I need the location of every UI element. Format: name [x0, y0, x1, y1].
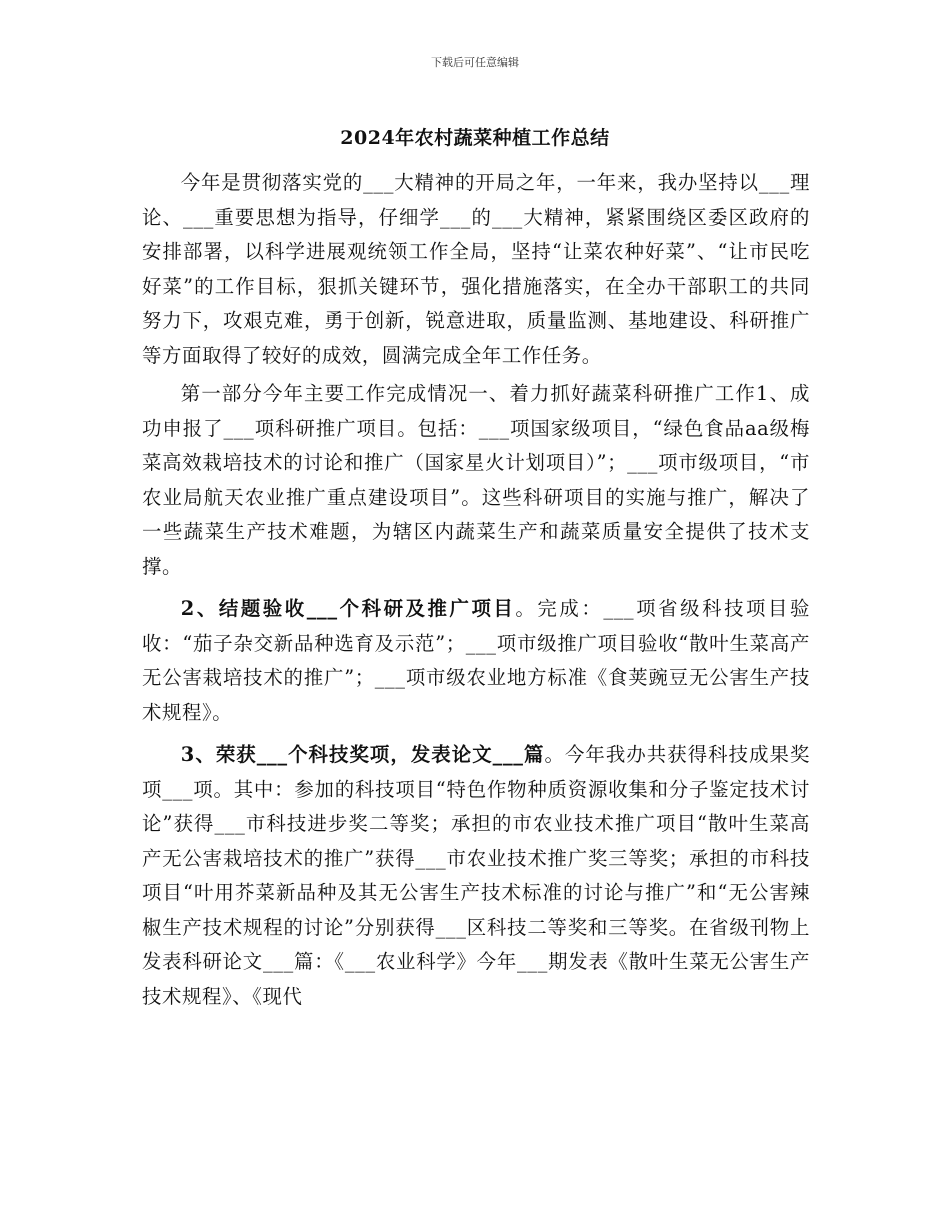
page-header-note: 下载后可任意编辑: [431, 56, 519, 69]
part-one-paragraph: 第一部分今年主要工作完成情况一、着力抓好蔬菜科研推广工作1、成功申报了___项科研推广项目。包括：___项国家级项目，“绿色食品aa级梅菜高效栽培技术的讨论和推广（国家星火计划项目）”；___项市级项目，“市农业局航天农业推广重点建设项目”。这些科研项目的实施与推广，解决了一些蔬菜生产技术难题，为辖区内蔬菜生产和蔬菜质量安全提供了技术支撑。: [142, 382, 810, 578]
intro-paragraph: 今年是贯彻落实党的___大精神的开局之年，一年来，我办坚持以___理论、___重要思想为指导，仔细学___的___大精神，紧紧围绕区委区政府的安排部署，以科学进展观统领工作全局，坚持“让菜农种好菜”、“让市民吃好菜”的工作目标，狠抓关键环节，强化措施落实，在全办干部职工的共同努力下，攻艰克难，勇于创新，锐意进取，质量监测、基地建设、科研推广等方面取得了较好的成效，圆满完成全年工作任务。: [142, 171, 810, 367]
section-three-text: 。今年我办共获得科技成果奖项___项。其中：参加的科技项目“特色作物种质资源收集和分子鉴定技术讨论”获得___市科技进步奖二等奖；承担的市农业技术推广项目“散叶生菜高产无公害栽培技术的推广”获得___市农业技术推广奖三等奖；承担的市科技项目“叶用芥菜新品种及其无公害生产技术标准的讨论与推广”和“无公害辣椒生产技术规程的讨论”分别获得___区科技二等奖和三等奖。在省级刊物上发表科研论文___篇：《___农业科学》今年___期发表《散叶生菜无公害生产技术规程》、《现代: [142, 743, 810, 1008]
document-title: 2024年农村蔬菜种植工作总结: [340, 127, 610, 149]
section-two-text: 。完成：___项省级科技项目验收：“茄子杂交新品种选育及示范”；___项市级推广项目验收“散叶生菜高产无公害栽培技术的推广”；___项市级农业地方标准《食荚豌豆无公害生产技术规程》。: [142, 597, 811, 724]
document-body: [142, 166, 810, 1022]
section-three-heading: 3、荣获___个科技奖项，发表论文___篇: [180, 743, 545, 766]
section-three-paragraph: [142, 738, 810, 1014]
section-two-heading: 2、结题验收___个科研及推广项目: [180, 597, 516, 620]
section-two-paragraph: [142, 592, 810, 730]
